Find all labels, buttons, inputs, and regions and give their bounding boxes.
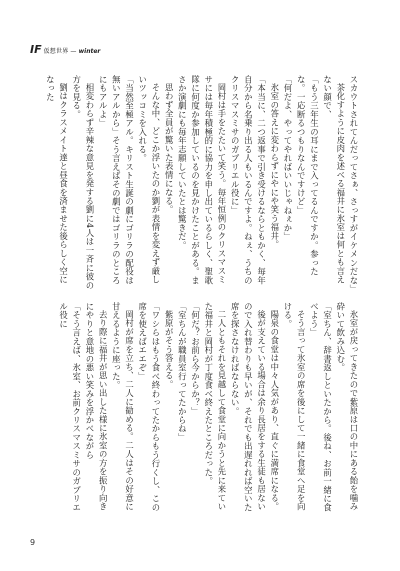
paragraph: そう言って氷室の席を後にして一緒に食堂へ足を向ける。 [282,302,307,512]
paragraph: スカウトされてんだってさぁ、さっすがイケメンだな」 [349,75,359,293]
running-head-subtitle: winter [78,48,101,55]
text-block-top [42,75,360,293]
paragraph: 「もう三年生の耳にまで入ってるんですか。参ったな。一応断るつもりなんですけど」 [296,75,320,277]
paragraph: 「本当に、二つ返事で引き受けるならともかく、毎年自分から名乗り出る人もいるんですよ。ねぇ、うちのクリスマスミサのガブリエル役に」 [230,75,267,285]
paragraph: 二人ともそれを見越して食堂に向かうと先に来ていた福井と岡村が丁度食べ終えたところだった。 [203,302,227,512]
paragraph: 「何だ？お前ら今からか？」 [190,302,201,416]
running-head-mark: IF [30,43,42,56]
paragraph: 氷室が戻ってきたので紫原は口の中にある飴を噛み砕いて飲み込む。 [335,302,359,512]
paragraph: 岡村が席を立ち、二人に勧める。二人はその好意に甘えるように座った。 [111,302,135,512]
paragraph: 氷室の答えに変わらずにやにや笑う福井。 [269,83,280,250]
paragraph: そんな中、どこか浮いたのか劉が表情を変えず厳しいツッコミを入れる。 [137,75,161,285]
paragraph: 岡村は手をたたいて笑う。毎年恒例のクリスマスミサには毎年積極的に協力を申し出ているらしく、聖歌隊に何度か参加しているのを見かけたことがある。まさか演劇にも毎年志願していたとは驚きだ。 [177,75,227,285]
paragraph: 「室ちん、辞書返しといたから。後ね、お前一緒に食べよう」 [309,302,333,512]
paragraph: 「当然至極アル。キリスト生誕の劇にゴリラの配役は無いアルから」そう言えばその劇ではゴリラのところにもアルよ」 [98,75,135,285]
paragraph: 「何だよ、やってやればいいじゃねぇか」 [282,75,293,242]
paragraph: 去り際に福井が思い出した様に氷室の方を振り向きにやりと意地の悪い笑みを浮かべながら [84,302,109,512]
paragraph: 紫原がそう答える。 [164,310,175,390]
paragraph: 陽泉の食堂は中々人気があり、直ぐに満席になる。 [269,310,280,512]
paragraph: 後が支えている場合は余り長居をする生徒も居ないので入れ替わりも早いが、それでも出遅れれば空いた席を探さなければならない。 [230,302,267,512]
paragraph: 「ワシらはもう食べ終わってたからもう行くし、この席を使えばエエぞ」 [137,302,161,512]
paragraph: 茶化すように皮肉を述べる福井に氷室は何とも言えない顔で、 [322,75,346,285]
paragraph: 劉はクラスメイト達と昼食を済ませた後らしく空になった [45,75,69,285]
paragraph: 「室ちんが職員室行ってたからね」 [177,302,188,442]
paragraph: 相変わらず辛辣な意見を発する劉に4人は一斉に彼の方を見る。 [71,75,95,291]
running-head-title: 仮想世界 [43,48,69,55]
running-head [30,43,100,56]
page-number: 9 [30,538,36,547]
paragraph: 「そう言えば、氷室、お前クリスマスミサのガブリエル役に [58,302,82,512]
text-block-bottom [42,302,360,520]
paragraph: 思わず全員が驚いた表情になる。 [164,83,175,215]
running-head-dash: — [70,48,77,55]
